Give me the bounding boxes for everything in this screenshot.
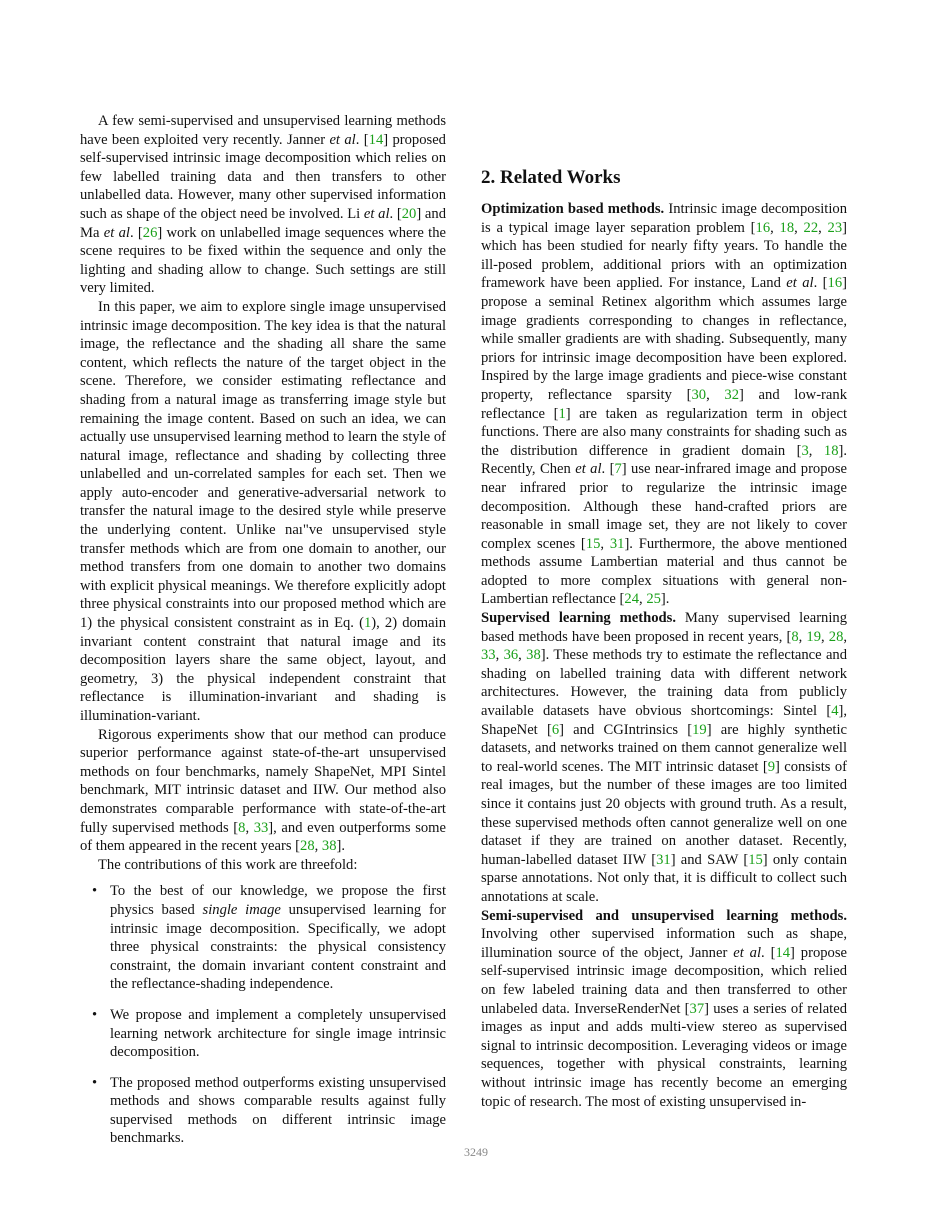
citation-link[interactable]: 8: [791, 628, 799, 645]
citation-link[interactable]: 20: [401, 205, 417, 222]
citation-link[interactable]: 38: [321, 838, 337, 855]
contribution-item-2: [80, 1006, 446, 1062]
citation-link[interactable]: 18: [779, 219, 795, 236]
italic-text: et al: [363, 205, 390, 222]
italic-text: et al: [786, 275, 814, 292]
bullet-glyph: •: [92, 1074, 98, 1091]
citation-link[interactable]: 38: [526, 647, 541, 664]
citation-link[interactable]: 36: [503, 647, 519, 664]
supervised-body: Many supervised learning based methods have been proposed in recent years, [8, 19, 28, 33, 36, 38]. These methods try to estimate the reflectance and shading on labelled training data with different network architectures. However, the training data from publicly available datasets have obvious shortcomings: Sintel [4], ShapeNet [6] and CGIntrinsics [19] are highly synthetic datasets, and networks trained on them cannot generalize well to real-world scenes. The MIT intrinsic dataset [9] consists of real images, but the number of these images are too limited since it contains just 20 objects with ground truth. As a result, these supervised methods often cannot generalize well on one dataset if they are trained on another dataset. Recently, human-labelled dataset IIW [31] and SAW [15] only contain sparse annotations. Not only that, it is difficult to collect such annotations at scale.: [481, 610, 848, 905]
citation-link[interactable]: 1: [363, 615, 372, 632]
citation-link[interactable]: 37: [689, 1000, 705, 1017]
citation-link[interactable]: 28: [300, 838, 315, 855]
run-in-head-unsupervised: Semi-supervised and unsupervised learning methods.: [481, 907, 847, 924]
citation-link[interactable]: 16: [827, 275, 843, 292]
citation-link[interactable]: 25: [646, 591, 661, 608]
optimization-body: Intrinsic image decomposition is a typical image layer separation problem [16, 18, 22, 23] which has been studied for nearly fifty years. To handle the ill-posed problem, additional priors with an optimization framework have been applied. For instance, Land et al. [16] propose a seminal Retinex algorithm which assumes large image gradients corresponding to changes in reflectance, while smaller gradients are with shading. Subsequently, many priors for intrinsic image decomposition have been explored. Inspired by the large image gradients and piece-wise constant property, reflectance sparsity [30, 32] and low-rank reflectance [1] are taken as regularization term in object functions. There are also many constraints for shading such as the distribution difference in gradient domain [3, 18]. Recently, Chen et al. [7] use near-infrared image and propose near infrared prior to regularize the intrinsic image decomposition. Although these hand-crafted priors are reasonable in small image set, they are not likely to cover complex scenes [15, 31]. Furthermore, the above mentioned methods assume Lambertian material and thus cannot be adopted to more complex situations with general non-Lambertian reflectance [24, 25].: [481, 201, 848, 608]
citation-link[interactable]: 4: [831, 703, 839, 720]
contribution-text-3: The proposed method outperforms existing unsupervised methods and shows comparable results against fully supervised methods on different intrinsic image benchmarks.: [110, 1074, 446, 1147]
contributions-list: [80, 882, 446, 1148]
citation-link[interactable]: 14: [775, 944, 791, 961]
italic-text: et al: [329, 131, 356, 148]
citation-link[interactable]: 14: [368, 131, 384, 148]
bullet-glyph: •: [92, 883, 98, 900]
citation-link[interactable]: 8: [238, 819, 246, 836]
citation-link[interactable]: 9: [767, 758, 775, 775]
italic-text: et al: [733, 944, 762, 961]
paragraph-optimization-methods: [481, 200, 847, 609]
run-in-head-optimization: Optimization based methods.: [481, 201, 665, 217]
italic-text: single image: [202, 901, 281, 918]
citation-link[interactable]: 31: [656, 851, 671, 868]
italic-text: et al: [103, 224, 130, 241]
citation-link[interactable]: 19: [692, 721, 707, 738]
citation-link[interactable]: 3: [801, 442, 809, 459]
citation-link[interactable]: 22: [803, 219, 819, 236]
paragraph-supervised-methods: [481, 609, 847, 907]
citation-link[interactable]: 7: [614, 461, 622, 478]
left-column: [80, 112, 446, 1160]
contribution-item-1: [80, 882, 446, 994]
citation-link[interactable]: 16: [755, 219, 771, 236]
paragraph-method-idea: In this paper, we aim to explore single image unsupervised intrinsic image decomposition. The key idea is that the natural image, the reflectance and the shading all share the same content, which reflects the nature of the target object in the scene. Therefore, we consider estimating reflectance and shading from a natural image as transferring image style but remaining the image content. Based on such an idea, we can actually use unsupervised learning method to learn the style of natural image, reflectance and shading by collecting three unlabelled and un-correlated samples for each set. Then we apply auto-encoder and generative-adversarial network to transfer the natural image to the desired style while preserve the underlying content. Unlike naı"ve unsupervised style transfer methods which are from one domain to another, our method transfers from one domain to another two domains with explicit physical meanings. We therefore explicitly adopt three physical constraints into our proposed method which are 1) the physical consistent constraint as in Eq. (1), 2) domain invariant content constraint that natural image and its decomposition layers share the same object, layout, and geometry, 3) the physical independent constraint that reflectance is illumination-invariant and shading is illumination-variant.: [80, 298, 446, 724]
page-number: 3249: [464, 1145, 488, 1159]
citation-link[interactable]: 19: [806, 628, 822, 645]
run-in-head-supervised: Supervised learning methods.: [481, 610, 676, 627]
citation-link[interactable]: 1: [558, 405, 566, 422]
paragraph-contributions-lead: The contributions of this work are threefold:: [98, 856, 358, 873]
citation-link[interactable]: 18: [823, 442, 839, 459]
paragraph-semi-supervised-intro: A few semi-supervised and unsupervised learning methods have been exploited very recently. Janner et al. [14] proposed self-supervised intrinsic image decomposition which relies on few labelled training data and then transfers to other unlabelled data. However, many other supervised information such as shape of the object need be involved. Li et al. [20] and Ma et al. [26] work on unlabelled image sequences where the scene requires to be fixed within the sequence and only the lighting and shading allow to change. Such settings are still very limited.: [80, 113, 446, 297]
citation-link[interactable]: 33: [253, 819, 269, 836]
italic-text: et al: [575, 461, 602, 478]
unsupervised-body: Involving other supervised information such as shape, illumination source of the object, Janner et al. [14] propose self-supervised intrinsic image decomposition, which relied on few labeled training data and then transferred to other unlabeled data. InverseRenderNet [37] uses a series of related images as input and adds multi-view stereo as supervised signal to intrinsic decomposition. Leveraging videos or image sequences, together with physical constraints, learning without intrinsic image has recently become an emerging topic of research. The most of existing unsupervised in-: [481, 926, 848, 1110]
citation-link[interactable]: 31: [609, 535, 625, 552]
citation-link[interactable]: 26: [142, 224, 158, 241]
contribution-item-3: [80, 1074, 446, 1148]
citation-link[interactable]: 24: [624, 591, 640, 608]
right-column: [481, 0, 847, 1111]
citation-link[interactable]: 30: [691, 386, 707, 403]
citation-link[interactable]: 33: [481, 647, 496, 664]
citation-link[interactable]: 28: [828, 628, 844, 645]
citation-link[interactable]: 6: [551, 721, 560, 738]
citation-link[interactable]: 15: [748, 851, 763, 868]
section-title: 2. Related Works: [481, 167, 621, 188]
contribution-text-1: To the best of our knowledge, we propose the first physics based single image unsupervised learning for intrinsic image decomposition. Specifically, we adopt three physical constraints: the physical consistency constraint, the domain invariant content constraint and the reflectance-shading independence.: [110, 883, 446, 993]
citation-link[interactable]: 15: [585, 535, 601, 552]
paragraph-experiments: Rigorous experiments show that our method can produce superior performance against state-of-the-art unsupervised methods on four benchmarks, namely ShapeNet, MPI Sintel benchmark, MIT intrinsic dataset and IIW. Our method also demonstrates comparable performance with state-of-the-art fully supervised methods [8, 33], and even outperforms some of them appeared in the recent years [28, 38].: [80, 726, 447, 855]
bullet-glyph: •: [92, 1006, 98, 1023]
citation-link[interactable]: 23: [827, 219, 843, 236]
citation-link[interactable]: 32: [724, 386, 739, 403]
contribution-text-2: We propose and implement a completely unsupervised learning network architecture for single image intrinsic decomposition.: [110, 1006, 446, 1061]
paragraph-unsupervised-methods: [481, 907, 847, 1112]
